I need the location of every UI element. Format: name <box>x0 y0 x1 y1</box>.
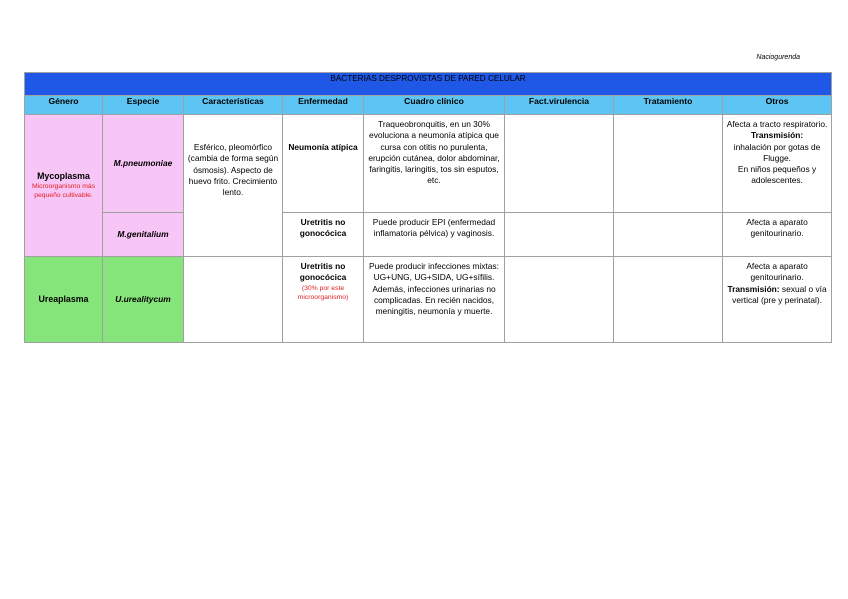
genus-note: Microorganismo más pequeño cultivable. <box>31 182 96 199</box>
disease-cell <box>283 257 364 343</box>
header-species: Especie <box>103 96 184 115</box>
virulence-cell <box>505 257 614 343</box>
other-text: Afecta a tracto respiratorio. <box>726 119 828 129</box>
other-text: sexual o vía vertical (pre y perinatal). <box>732 283 827 305</box>
species-cell: M.pneumoniae <box>103 115 184 213</box>
transmission-label: Transmisión: <box>727 283 780 294</box>
treatment-cell <box>614 115 723 213</box>
disease-note: (30% por este microorganismo) <box>297 284 349 302</box>
header-other: Otros <box>723 96 832 115</box>
disease-cell: Uretritis no gonocócica <box>283 213 364 257</box>
header-genus: Género <box>25 96 103 115</box>
species-cell: M.genitalium <box>103 213 184 257</box>
transmission-line <box>726 284 828 307</box>
other-cell <box>723 115 832 213</box>
treatment-cell <box>614 257 723 343</box>
bacteria-table <box>24 72 832 343</box>
table-header-row <box>25 96 832 115</box>
disease-name: Uretritis no gonocócica <box>299 261 347 283</box>
table-title: BACTERIAS DESPROVISTAS DE PARED CELULAR <box>25 73 832 96</box>
species-cell: U.urealitycum <box>103 257 184 343</box>
characteristics-cell: Esférico, pleomórfico (cambia de forma según ósmosis). Aspecto de huevo frito. Crecimiento lento. <box>184 115 283 257</box>
header-treatment: Tratamiento <box>614 96 723 115</box>
virulence-cell <box>505 115 614 213</box>
author-signature: Naciogurenda <box>756 54 800 61</box>
treatment-cell <box>614 213 723 257</box>
other-cell: Afecta a aparato genitourinario. <box>723 213 832 257</box>
table-row <box>25 115 832 213</box>
other-cell <box>723 257 832 343</box>
virulence-cell <box>505 213 614 257</box>
transmission-label: Transmisión: <box>750 130 804 141</box>
header-characteristics: Características <box>184 96 283 115</box>
genus-cell-ureaplasma: Ureaplasma <box>25 257 103 343</box>
clinical-cell: Puede producir infecciones mixtas: UG+UNG, UG+SIDA, UG+sífilis. Además, infecciones urinarias no complicadas. En recién nacidos, meningitis, neumonía y muerte. <box>364 257 505 343</box>
table-title-row <box>25 73 832 96</box>
clinical-cell: Traqueobronquitis, en un 30% evoluciona a neumonía atípica que cursa con otitis no purulenta, erupción cutánea, dolor abdominar, faringitis, laringitis, tos sin esputos, etc. <box>364 115 505 213</box>
table-row <box>25 213 832 257</box>
header-virulence: Fact.virulencia <box>505 96 614 115</box>
header-disease: Enfermedad <box>283 96 364 115</box>
table-row <box>25 257 832 343</box>
other-text: inhalación por gotas de Flugge. <box>733 141 821 163</box>
disease-cell: Neumonía atípica <box>283 115 364 213</box>
genus-cell-mycoplasma <box>25 115 103 257</box>
header-clinical: Cuadro clínico <box>364 96 505 115</box>
other-text: En niños pequeños y adolescentes. <box>737 164 817 186</box>
clinical-cell: Puede producir EPI (enfermedad inflamatoria pélvica) y vaginosis. <box>364 213 505 257</box>
genus-name: Mycoplasma <box>37 170 90 181</box>
other-text: Afecta a aparato genitourinario. <box>746 261 808 283</box>
characteristics-cell <box>184 257 283 343</box>
